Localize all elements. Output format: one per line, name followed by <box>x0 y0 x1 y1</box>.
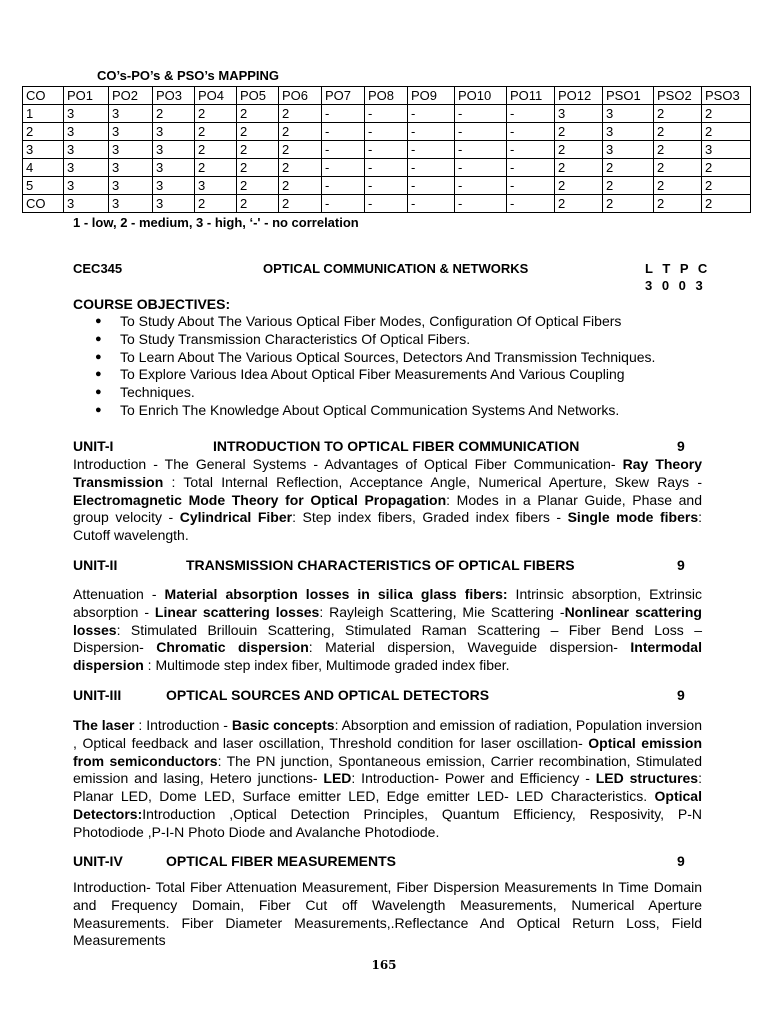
unit-2-heading <box>73 556 703 574</box>
table-cell: 3 <box>64 123 109 141</box>
unit-code: UNIT-IV <box>73 853 123 869</box>
unit-title: OPTICAL SOURCES AND OPTICAL DETECTORS <box>166 687 490 703</box>
table-cell: 2 <box>237 141 279 159</box>
topic-heading: Single mode fibers <box>567 509 699 526</box>
unit-hours: 9 <box>677 557 685 573</box>
table-cell: 2 <box>555 159 603 177</box>
topic-heading: Intermodal dispersion <box>73 639 702 674</box>
unit-4-content <box>73 879 702 950</box>
table-cell: - <box>365 195 408 213</box>
table-cell: 2 <box>153 105 195 123</box>
table-cell: 2 <box>195 105 237 123</box>
bullet-icon: ● <box>95 315 102 327</box>
table-cell: 2 <box>603 159 654 177</box>
table-cell: - <box>322 159 365 177</box>
table-cell: 3 <box>64 177 109 195</box>
topic-heading: Optical Detectors: <box>73 788 702 822</box>
topic-heading: Electromagnetic Mode Theory for Optical Propagation <box>73 491 447 508</box>
table-cell: 2 <box>279 177 322 195</box>
table-cell: PO9 <box>408 87 455 105</box>
unit-title: OPTICAL FIBER MEASUREMENTS <box>166 853 396 869</box>
topic-heading: Basic concepts <box>231 717 335 733</box>
ltpc-label: L T P C <box>645 261 711 276</box>
topic-text: : Material dispersion, Waveguide dispersion- <box>308 639 631 656</box>
objective-item: ● To Study Transmission Characteristics Of Optical Fibers. <box>95 330 471 347</box>
topic-heading: Material absorption losses in silica glass fibers: <box>164 586 508 602</box>
table-cell: 2 <box>23 123 64 141</box>
table-cell: 2 <box>237 159 279 177</box>
topic-text: Attenuation - <box>73 586 165 602</box>
table-cell: - <box>455 159 507 177</box>
topic-heading: Linear scattering losses <box>154 603 320 620</box>
table-cell: 2 <box>279 123 322 141</box>
bullet-icon: ● <box>95 368 102 381</box>
table-cell: 3 <box>109 177 153 195</box>
topic-heading: Ray Theory Transmission <box>73 456 702 490</box>
ltpc-values: 3 0 0 3 <box>645 278 706 293</box>
table-row <box>23 195 751 213</box>
bullet-icon: ● <box>95 386 102 399</box>
table-cell: - <box>507 159 555 177</box>
table-cell: PO6 <box>279 87 322 105</box>
topic-heading: LED <box>323 770 352 787</box>
topic-text: : Modes in a Planar Guide, Phase and group velocity - <box>73 491 703 526</box>
table-cell: 2 <box>654 195 702 213</box>
topic-text: : Introduction- Power and Efficiency - <box>351 770 596 787</box>
table-cell: 2 <box>195 195 237 213</box>
topic-text: Introduction - The General Systems - Advantages of Optical Fiber Communication- <box>73 456 623 472</box>
unit-title: INTRODUCTION TO OPTICAL FIBER COMMUNICATION <box>213 438 580 454</box>
page-number: 165 <box>371 958 397 972</box>
table-cell: 3 <box>64 159 109 177</box>
unit-hours: 9 <box>677 687 685 703</box>
table-cell: 2 <box>237 177 279 195</box>
table-cell: - <box>507 123 555 141</box>
table-cell: 2 <box>195 141 237 159</box>
unit-hours: 9 <box>677 853 685 869</box>
table-cell: 3 <box>702 141 751 159</box>
table-cell: - <box>322 105 365 123</box>
unit-code: UNIT-I <box>73 438 114 454</box>
table-cell: 2 <box>654 141 702 159</box>
table-cell: - <box>322 195 365 213</box>
unit-4-heading <box>73 852 703 870</box>
topic-heading: LED structures <box>595 770 699 787</box>
mapping-legend: 1 - low, 2 - medium, 3 - high, ‘-' - no correlation <box>73 215 359 230</box>
table-cell: 3 <box>109 141 153 159</box>
table-cell: 2 <box>702 159 751 177</box>
table-cell: - <box>365 177 408 195</box>
table-cell: - <box>408 195 455 213</box>
table-cell: PO7 <box>322 87 365 105</box>
table-cell: 2 <box>654 177 702 195</box>
table-cell: - <box>408 159 455 177</box>
table-cell: 2 <box>702 177 751 195</box>
table-cell: 2 <box>279 195 322 213</box>
table-cell: 2 <box>555 195 603 213</box>
unit-3-heading <box>73 686 703 704</box>
table-cell: 3 <box>109 105 153 123</box>
topic-text: : Multimode step index fiber, Multimode graded index fiber. <box>143 657 510 674</box>
topic-heading: Cylindrical Fiber <box>179 509 293 526</box>
unit-code: UNIT-III <box>73 687 122 703</box>
topic-text: : Stimulated Brillouin Scattering, Stimulated Raman Scattering – Fiber Bend Loss – Dispersion- <box>73 621 702 656</box>
table-cell: - <box>408 177 455 195</box>
topic-text: Intrinsic absorption, Extrinsic absorption - <box>73 586 702 620</box>
table-cell: 2 <box>555 123 603 141</box>
topic-text: : Absorption and emission of radiation, Population inversion , Optical feedback and laser oscillation, Threshold condition for laser oscillation- <box>73 717 702 751</box>
bullet-icon: ● <box>95 332 102 345</box>
bullet-icon: ● <box>95 350 102 363</box>
table-cell: 2 <box>702 195 751 213</box>
objectives-heading: COURSE OBJECTIVES: <box>73 296 231 312</box>
table-cell: - <box>455 105 507 123</box>
table-cell: - <box>455 177 507 195</box>
mapping-title: CO’s-PO’s & PSO’s MAPPING <box>97 68 280 83</box>
table-cell: CO <box>23 195 64 213</box>
table-cell: CO <box>23 87 64 105</box>
table-cell: 3 <box>109 159 153 177</box>
table-cell: - <box>507 105 555 123</box>
table-cell: 3 <box>153 141 195 159</box>
table-cell: 2 <box>195 159 237 177</box>
table-cell: - <box>507 195 555 213</box>
table-cell: PSO2 <box>654 87 702 105</box>
table-cell: - <box>408 123 455 141</box>
table-cell: 3 <box>603 105 654 123</box>
table-cell: 2 <box>654 123 702 141</box>
topic-text: : Introduction - <box>134 717 232 733</box>
unit-code: UNIT-II <box>73 557 118 573</box>
objective-item: ● To Study About The Various Optical Fiber Modes, Configuration Of Optical Fibers <box>95 313 622 329</box>
table-cell: PO3 <box>153 87 195 105</box>
table-cell: 2 <box>654 105 702 123</box>
table-row <box>23 123 751 141</box>
table-cell: - <box>365 123 408 141</box>
table-cell: 3 <box>603 123 654 141</box>
table-cell: 1 <box>23 105 64 123</box>
table-cell: PO8 <box>365 87 408 105</box>
table-cell: 2 <box>603 177 654 195</box>
topic-heading: The laser <box>73 717 135 733</box>
table-row <box>23 159 751 177</box>
table-cell: 2 <box>555 141 603 159</box>
topic-text: : Rayleigh Scattering, Mie Scattering - <box>319 603 565 620</box>
table-cell: 2 <box>555 177 603 195</box>
table-cell: 3 <box>23 141 64 159</box>
table-cell: 3 <box>64 141 109 159</box>
objectives-list <box>73 313 713 420</box>
topic-text: : The PN junction, Spontaneous emission, Carrier recombination, Stimulated emission and lasing, Hetero junctions- <box>73 752 703 787</box>
unit-1-content <box>73 456 702 545</box>
objective-item: ● To Enrich The Knowledge About Optical Communication Systems And Networks. <box>95 401 620 418</box>
unit-hours: 9 <box>677 438 685 454</box>
table-cell: 3 <box>153 123 195 141</box>
unit-2-content <box>73 586 702 675</box>
table-cell: - <box>455 195 507 213</box>
table-cell: 3 <box>195 177 237 195</box>
table-cell: - <box>365 159 408 177</box>
table-cell: 2 <box>279 105 322 123</box>
topic-heading: Nonlinear scattering losses <box>73 603 702 638</box>
table-cell: 3 <box>603 141 654 159</box>
table-cell: PSO3 <box>702 87 751 105</box>
table-cell: PO11 <box>507 87 555 105</box>
table-cell: - <box>365 141 408 159</box>
unit-1-heading <box>73 437 703 455</box>
table-cell: 4 <box>23 159 64 177</box>
table-cell: 3 <box>153 177 195 195</box>
topic-text: : Planar LED, Dome LED, Surface emitter LED, Edge emitter LED- LED Characteristics. <box>73 770 702 805</box>
topic-text: : Cutoff wavelength. <box>73 509 702 544</box>
table-cell: 2 <box>702 105 751 123</box>
unit-3-content <box>73 717 702 842</box>
table-cell: PO10 <box>455 87 507 105</box>
table-cell: 3 <box>153 195 195 213</box>
table-cell: - <box>408 141 455 159</box>
table-row <box>23 177 751 195</box>
table-cell: 3 <box>153 159 195 177</box>
table-cell: 2 <box>195 123 237 141</box>
table-cell: 2 <box>654 159 702 177</box>
table-cell: 3 <box>555 105 603 123</box>
table-cell: - <box>365 105 408 123</box>
table-cell: PO2 <box>109 87 153 105</box>
topic-text: Introduction- Total Fiber Attenuation Measurement, Fiber Dispersion Measurements In Time Domain and Frequency Domain, Fiber Cut off Wavelength Measurements, Numerical Aperture Measurements. Fiber Diameter Measurements,.Reflectance And Optical Return Loss, Field Measurements <box>73 879 702 949</box>
objective-item: ● Techniques. <box>95 384 195 401</box>
table-cell: - <box>322 123 365 141</box>
table-cell: 2 <box>237 123 279 141</box>
table-cell: 3 <box>64 105 109 123</box>
table-cell: PO5 <box>237 87 279 105</box>
table-cell: 2 <box>279 141 322 159</box>
topic-heading: Chromatic dispersion <box>156 639 309 656</box>
table-cell: 2 <box>702 123 751 141</box>
topic-text: Introduction ,Optical Detection Principles, Quantum Efficiency, Resposivity, P-N Photodiode ,P-I-N Photo Diode and Avalanche Photodiode. <box>73 805 702 840</box>
table-cell: - <box>408 105 455 123</box>
table-cell: 3 <box>109 123 153 141</box>
table-cell: PO4 <box>195 87 237 105</box>
table-cell: PSO1 <box>603 87 654 105</box>
course-code: CEC345 <box>73 261 123 276</box>
topic-text: : Step index fibers, Graded index fibers - <box>292 509 568 526</box>
table-cell: - <box>507 141 555 159</box>
co-po-mapping-table <box>22 86 751 213</box>
table-cell: 2 <box>603 195 654 213</box>
table-row <box>23 105 751 123</box>
table-cell: - <box>507 177 555 195</box>
topic-heading: Optical emission from semiconductors <box>73 734 702 769</box>
table-cell: 2 <box>237 105 279 123</box>
objective-item: ● To Learn About The Various Optical Sources, Detectors And Transmission Techniques. <box>95 348 656 365</box>
table-cell: - <box>322 141 365 159</box>
table-header-row <box>23 87 751 105</box>
table-cell: - <box>455 123 507 141</box>
topic-text: : Total Internal Reflection, Acceptance Angle, Numerical Aperture, Skew Rays - <box>163 473 702 490</box>
table-cell: - <box>455 141 507 159</box>
objective-item: ● To Explore Various Idea About Optical Fiber Measurements And Various Coupling <box>95 366 625 383</box>
table-cell: PO12 <box>555 87 603 105</box>
table-row <box>23 141 751 159</box>
unit-title: TRANSMISSION CHARACTERISTICS OF OPTICAL FIBERS <box>186 557 575 573</box>
table-cell: 3 <box>64 195 109 213</box>
table-cell: 2 <box>279 159 322 177</box>
table-cell: - <box>322 177 365 195</box>
table-cell: PO1 <box>64 87 109 105</box>
bullet-icon: ● <box>95 403 102 416</box>
table-cell: 5 <box>23 177 64 195</box>
course-title: OPTICAL COMMUNICATION & NETWORKS <box>263 261 529 276</box>
table-cell: 3 <box>109 195 153 213</box>
table-cell: 2 <box>237 195 279 213</box>
